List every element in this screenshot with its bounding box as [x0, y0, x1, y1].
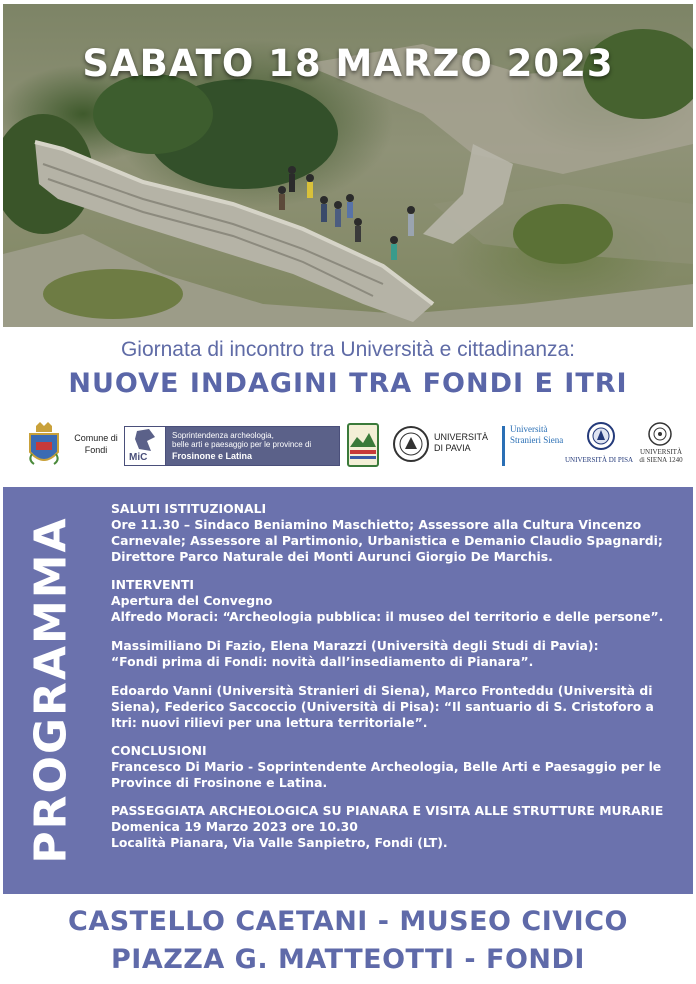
saluti-text: Ore 11.30 – Sindaco Beniamino Maschietto; Assessore alla Cultura Vincenzo Carnevale; Assessore al Partimonio, Urbanistica e Demanio Claudio Spagnardi; Direttore Parco Naturale dei Monti Aurunci Giorgio De Marchis.: [111, 517, 663, 564]
pisa-seal-icon: [586, 421, 616, 451]
hero-photo: [3, 4, 693, 327]
comune-fondi-label: Comune di Fondi: [74, 433, 118, 455]
mic-label: MiC: [129, 452, 148, 463]
program-vertical-label: PROGRAMMA: [25, 516, 77, 864]
talk-1: Alfredo Moraci: “Archeologia pubblica: il museo del territorio e delle persone”.: [111, 609, 664, 624]
conclusioni-text: Francesco Di Mario - Soprintendente Archeologia, Belle Arti e Paesaggio per le Province di Frosinone e Latina.: [111, 759, 662, 790]
mic-line-2: belle arti e paesaggio per le province di: [172, 440, 312, 449]
passeggiata-place: Località Pianara, Via Valle Sanpietro, Fondi (LT).: [111, 835, 448, 850]
mic-line-3: Frosinone e Latina: [172, 451, 253, 461]
partner-logos: [0, 418, 696, 474]
conclusioni-heading: CONCLUSIONI: [111, 743, 207, 758]
pavia-label: UNIVERSITÀ DI PAVIA: [434, 432, 489, 453]
mic-emblem: [125, 427, 166, 465]
talk-3: Edoardo Vanni (Università Stranieri di Siena), Marco Fronteddu (Università di Siena), Federico Saccoccio (Università di Pisa): “Il santuario di S. Cristoforo a Itri: nuovi rilievi per una lettura territoriale”.: [111, 683, 654, 730]
venue-line-2: PIAZZA G. MATTEOTTI - FONDI: [111, 944, 585, 975]
parco-monti-aurunci-logo: [347, 423, 379, 467]
program-vertical-label-area: [3, 487, 99, 894]
event-title: NUOVE INDAGINI TRA FONDI E ITRI: [68, 368, 628, 399]
talk-2-authors: Massimiliano Di Fazio, Elena Marazzi (Università degli Studi di Pavia):: [111, 638, 599, 653]
stranieri-bar: [502, 426, 505, 466]
program-panel: [3, 487, 693, 894]
event-date-title: SABATO 18 MARZO 2023: [82, 42, 614, 85]
stranieri-label: Università Stranieri Siena: [510, 424, 564, 445]
mic-soprintendenza-logo: [124, 426, 340, 466]
passeggiata-date: Domenica 19 Marzo 2023 ore 10.30: [111, 819, 358, 834]
mic-line-1: Soprintendenza archeologia,: [172, 431, 274, 440]
talk-2-title: “Fondi prima di Fondi: novità dall’insediamento di Pianara”.: [111, 654, 534, 669]
venue-footer: [0, 903, 696, 979]
program-text: [111, 501, 677, 851]
siena-label: UNIVERSITÀ di SIENA 1240: [639, 448, 683, 464]
saluti-heading: SALUTI ISTITUZIONALI: [111, 501, 267, 516]
apertura-text: Apertura del Convegno: [111, 593, 273, 608]
venue-line-1: CASTELLO CAETANI - MUSEO CIVICO: [68, 906, 628, 937]
interventi-heading: INTERVENTI: [111, 577, 194, 592]
siena-seal-icon: [647, 421, 673, 447]
pisa-label: UNIVERSITÀ DI PISA: [565, 456, 634, 464]
pavia-seal-icon: [392, 425, 430, 463]
event-subtitle: Giornata di incontro tra Università e cittadinanza:: [120, 338, 576, 361]
fondi-crest-icon: [26, 422, 62, 468]
passeggiata-heading: PASSEGGIATA ARCHEOLOGICA SU PIANARA E VISITA ALLE STRUTTURE MURARIE: [111, 803, 664, 818]
mic-text-panel: [166, 427, 339, 465]
mic-figure-icon: [125, 427, 165, 455]
